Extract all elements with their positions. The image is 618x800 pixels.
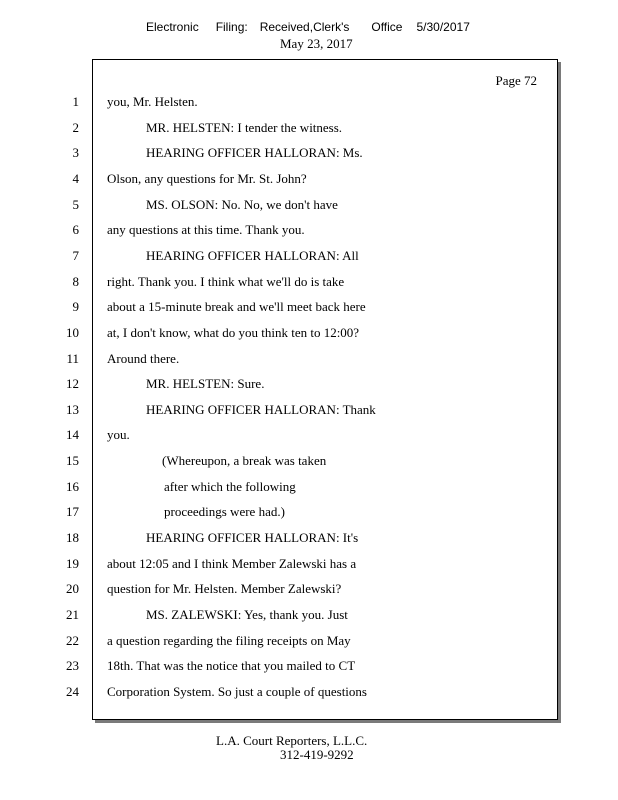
line-number: 17 — [66, 504, 79, 519]
transcript-line: proceedings were had.) — [164, 504, 285, 519]
transcript-line: HEARING OFFICER HALLORAN: Ms. — [146, 145, 363, 160]
transcript-line: Corporation System. So just a couple of questions — [107, 684, 367, 699]
transcript-line: you. — [107, 427, 130, 442]
line-number: 2 — [72, 120, 79, 135]
line-number: 7 — [72, 248, 79, 263]
stamp-word: Electronic — [146, 20, 199, 34]
transcript-line: any questions at this time. Thank you. — [107, 222, 305, 237]
line-number: 1 — [72, 94, 79, 109]
stamp-date: 5/30/2017 — [416, 20, 470, 34]
transcript-line: after which the following — [164, 479, 296, 494]
transcript-line: MR. HELSTEN: I tender the witness. — [146, 120, 343, 135]
transcript-date: May 23, 2017 — [280, 36, 353, 51]
line-number: 4 — [72, 171, 79, 186]
line-number: 9 — [72, 299, 79, 314]
transcript-line: Around there. — [107, 351, 180, 366]
line-number: 12 — [66, 376, 79, 391]
line-number: 18 — [66, 530, 79, 545]
transcript-line: Olson, any questions for Mr. St. John? — [107, 171, 307, 186]
stamp-word: Received,Clerk's — [259, 20, 350, 34]
transcript-line: about a 15-minute break and we'll meet back here — [107, 299, 366, 314]
line-number: 5 — [72, 197, 79, 212]
line-number: 11 — [66, 351, 79, 366]
line-number: 23 — [66, 658, 79, 673]
line-number: 20 — [66, 581, 79, 596]
transcript-line: a question regarding the filing receipts on May — [107, 633, 351, 648]
line-number: 14 — [66, 427, 79, 442]
transcript-line: MS. ZALEWSKI: Yes, thank you. Just — [146, 607, 348, 622]
transcript-line: HEARING OFFICER HALLORAN: It's — [146, 530, 359, 545]
line-number: 19 — [66, 556, 79, 571]
transcript-line: right. Thank you. I think what we'll do is take — [107, 274, 345, 289]
line-number: 21 — [66, 607, 79, 622]
line-number: 10 — [66, 325, 79, 340]
line-number: 3 — [72, 145, 79, 160]
line-number: 22 — [66, 633, 79, 648]
transcript-line: 18th. That was the notice that you mailed to CT — [107, 658, 356, 673]
transcript-line: question for Mr. Helsten. Member Zalewski? — [107, 581, 342, 596]
transcript-line: (Whereupon, a break was taken — [162, 453, 327, 468]
reporter-company: L.A. Court Reporters, L.L.C. — [216, 733, 368, 748]
line-number: 15 — [66, 453, 79, 468]
page-number: Page 72 — [495, 73, 537, 88]
transcript-line: MS. OLSON: No. No, we don't have — [146, 197, 338, 212]
reporter-phone: 312-419-9292 — [280, 747, 354, 762]
stamp-word: Filing: — [215, 20, 248, 34]
transcript-line: you, Mr. Helsten. — [107, 94, 198, 109]
stamp-word: Office — [371, 20, 403, 34]
line-number: 16 — [66, 479, 79, 494]
transcript-line: HEARING OFFICER HALLORAN: Thank — [146, 402, 376, 417]
line-number: 13 — [66, 402, 79, 417]
transcript-line: HEARING OFFICER HALLORAN: All — [146, 248, 359, 263]
line-number: 8 — [72, 274, 79, 289]
filing-stamp — [146, 20, 470, 34]
line-number: 6 — [72, 222, 79, 237]
line-number: 24 — [66, 684, 79, 699]
transcript-line: about 12:05 and I think Member Zalewski has a — [107, 556, 357, 571]
transcript-line: MR. HELSTEN: Sure. — [146, 376, 265, 391]
transcript-line: at, I don't know, what do you think ten to 12:00? — [107, 325, 360, 340]
